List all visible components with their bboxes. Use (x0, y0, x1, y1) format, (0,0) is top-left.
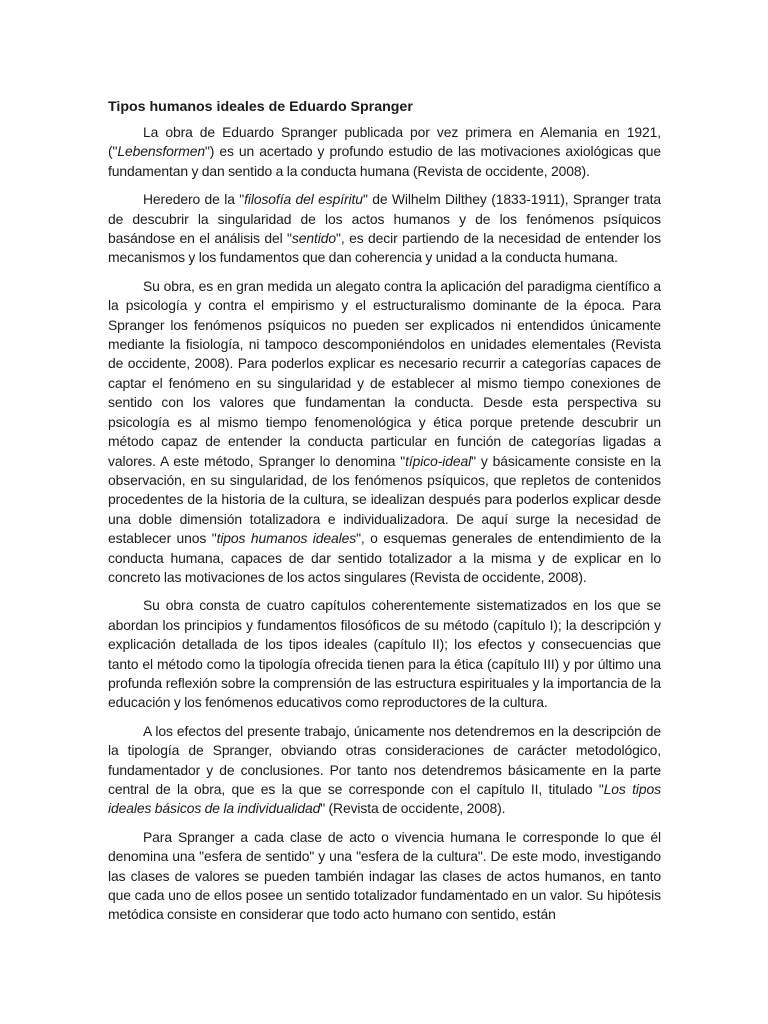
italic-text: tipos humanos ideales (216, 530, 357, 547)
text-run: ") es un acertado y profundo estudio de las motivaciones axiológicas que fundamentan y dan sentido a la conducta humana (Revista de occidente, 2008). (108, 143, 661, 179)
italic-text: filosofía del espíritu (244, 191, 363, 208)
italic-text: típico-ideal (405, 452, 472, 469)
text-run: " de Wilhelm Dilthey (1833-1911), Spranger trata de descubrir la singularidad de los actos humanos y de los fenómenos psíquicos basándose en el análisis del " (108, 191, 661, 247)
text-run: Su obra consta de cuatro capítulos coherentemente sistematizados en los que se abordan los principios y fundamentos filosóficos de su método (capítulo I); la descripción y explicación detallada de los tipos ideales (capítulo II); los efectos y consecuencias que tanto el método como la tipología ofrecida tienen para la ética (capítulo III) y por último una profunda reflexión sobre la comprensión de las estructura espirituales y la importancia de la educación y los fenómenos educativos como reproductores de la cultura. (108, 597, 661, 711)
text-run: La obra de Eduardo Spranger publicada por vez primera en Alemania en 1921, (" (108, 124, 661, 160)
text-run: ", es decir partiendo de la necesidad de entender los mecanismos y los fundamentos que dan coherencia y unidad a la conducta humana. (108, 230, 661, 266)
text-run: Para Spranger a cada clase de acto o vivencia humana le corresponde lo que él denomina una "esfera de sentido" y una "esfera de la cultura". De este modo, investigando las clases de valores se pueden también indagar las clases de actos humanos, en tanto que cada uno de ellos posee un sentido totalizador fundamentado en un valor. Su hipótesis metódica consiste en considerar que todo acto humano con sentido, están (108, 828, 661, 923)
body-paragraph (108, 722, 661, 819)
text-run: Heredero de la " (143, 191, 245, 208)
body-paragraph (108, 596, 661, 712)
body-paragraph (108, 828, 661, 925)
text-run: Su obra, es en gran medida un alegato contra la aplicación del paradigma científico a la psicología y contra el empirismo y el estructuralismo dominante de la época. Para Spranger los fenómenos psíquicos no pueden ser explicados ni entendidos únicamente mediante la fisiología, ni tampoco descomponiéndolos en unidades elementales (Revista de occidente, 2008). Para poderlos explicar es necesario recurrir a categorías capaces de captar el fenómeno en su singularidad y de establecer al mismo tiempo conexiones de sentido con los valores que fundamentan la conducta. Desde esta perspectiva su psicología es al mismo tiempo fenomenológica y ética porque pretende descubrir un método capaz de entender la conducta particular en función de categorías ligadas a valores. A este método, Spranger lo denomina " (108, 277, 661, 469)
document-body (108, 123, 661, 925)
body-paragraph (108, 190, 661, 268)
body-paragraph (108, 123, 661, 181)
italic-text: Los tipos ideales básicos de la individualidad (108, 781, 661, 817)
text-run: " (Revista de occidente, 2008). (320, 800, 506, 817)
text-run: ", o esquemas generales de entendimiento de la conducta humana, capaces de dar sentido totalizador a la misma y de explicar en lo concreto las motivaciones de los actos singulares (Revista de occidente, 2008). (108, 530, 661, 585)
italic-text: sentido (291, 230, 336, 247)
body-paragraph (108, 277, 661, 588)
text-run: " y básicamente consiste en la observación, en su singularidad, de los fenómenos psíquicos, que repletos de contenidos procedentes de la historia de la cultura, se idealizan después para poderlos explicar desde una doble dimensión totalizadora e individualizadora. De aquí surge la necesidad de establecer unos " (108, 452, 661, 547)
italic-text: Lebensformen (117, 143, 205, 160)
document-title: Tipos humanos ideales de Eduardo Spranger (108, 99, 413, 115)
text-run: A los efectos del presente trabajo, únicamente nos detendremos en la descripción de la tipología de Spranger, obviando otras consideraciones de carácter metodológico, fundamentador y de conclusiones. Por tanto nos detendremos básicamente en la parte central de la obra, que es la que se corresponde con el capítulo II, titulado " (108, 722, 661, 797)
